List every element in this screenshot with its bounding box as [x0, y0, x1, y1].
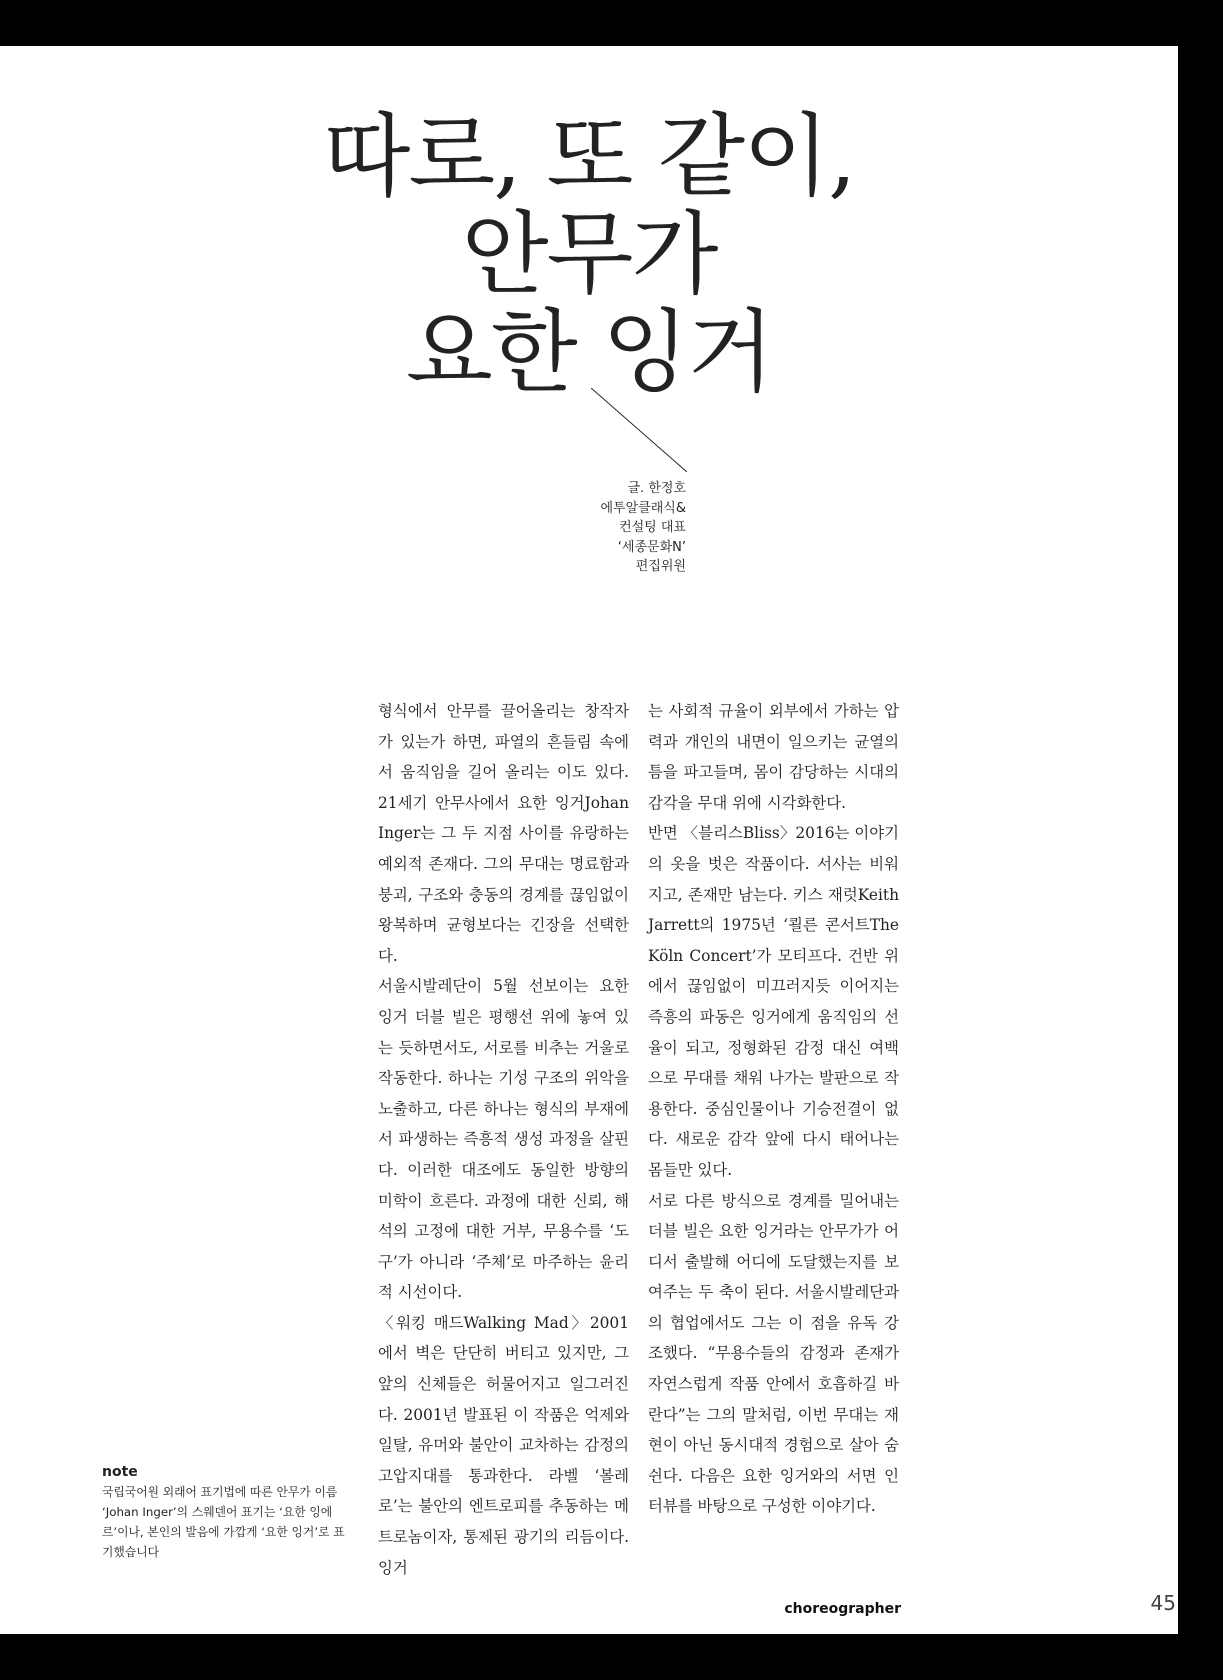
body-paragraph: 서로 다른 방식으로 경계를 밀어내는 더블 빌은 요한 잉거라는 안무가가 어디서 출발해 어디에 도달했는지를 보여주는 두 축이 된다. 서울시발레단과의 협업에서도 그는 이 점을 유독 강조했다. “무용수들의 감정과 존재가 자연스럽게 작품 안에서 호흡하길 바란다”는 그의 말처럼, 이번 무대는 재현이 아닌 동시대적 경험으로 살아 숨 쉰다. 다음은 요한 잉거와의 서면 인터뷰를 바탕으로 구성한 이야기다. [648, 1191, 899, 1516]
body-paragraph: 는 사회적 규율이 외부에서 가하는 압력과 개인의 내면이 일으키는 균열의 틈을 파고들며, 몸이 감당하는 시대의 감각을 무대 위에 시각화한다. [648, 702, 899, 812]
body-paragraph: 형식에서 안무를 끌어올리는 창작자가 있는가 하면, 파열의 흔들림 속에서 움직임을 길어 올리는 이도 있다. 21세기 안무사에서 요한 잉거Johan Inger는 그 두 지점 사이를 유랑하는 예외적 존재다. 그의 무대는 명료함과 붕괴, 구조와 충동의 경계를 끊임없이 왕복하며 균형보다는 긴장을 선택한다. [378, 702, 629, 965]
diagonal-divider-line [591, 388, 687, 472]
byline-affiliation-4: 편집위원 [635, 559, 686, 574]
title-line-2: 안무가 [461, 202, 717, 307]
byline-author: 글. 한정호 [627, 481, 686, 496]
body-column-right [648, 696, 899, 1522]
body-paragraph: 〈워킹 매드Walking Mad〉2001에서 벽은 단단히 버티고 있지만, 그 앞의 신체들은 허물어지고 일그러진다. 2001년 발표된 이 작품은 억제와 일탈, 유머와 불안이 교차하는 감정의 고압지대를 통과한다. 라벨 ‘볼레로’는 불안의 엔트로피를 추동하는 메트로놈이자, 통제된 광기의 리듬이다. 잉거 [378, 1313, 629, 1577]
article-title [0, 104, 1178, 405]
byline-affiliation-1: 에투알클래식& [600, 500, 686, 516]
author-byline [601, 479, 687, 577]
section-label: choreographer [784, 1601, 901, 1617]
body-column-left [378, 696, 629, 1583]
body-paragraph: 반면 〈블리스Bliss〉2016는 이야기의 옷을 벗은 작품이다. 서사는 비워지고, 존재만 남는다. 키스 재럿Keith Jarrett의 1975년 ‘쾰른 콘서트The Köln Concert’가 모티프다. 건반 위에서 끊임없이 미끄러지듯 이어지는 즉흥의 파동은 잉거에게 움직임의 선율이 되고, 정형화된 감정 대신 여백으로 무대를 채워 나가는 발판으로 작용한다. 중심인물이나 기승전결이 없다. 새로운 감각 앞에 다시 태어나는 몸들만 있다. [648, 824, 899, 1179]
note-text: 국립국어원 외래어 표기법에 따른 안무가 이름 ‘Johan Inger’의 스웨덴어 표기는 ‘요한 잉에르’이나, 본인의 발음에 가깝게 ‘요한 잉거’로 표기했습니다 [102, 1485, 345, 1559]
body-paragraph: 서울시발레단이 5월 선보이는 요한 잉거 더블 빌은 평행선 위에 놓여 있는 듯하면서도, 서로를 비추는 거울로 작동한다. 하나는 기성 구조의 위악을 노출하고, 다른 하나는 형식의 부재에서 파생하는 즉흥적 생성 과정을 살핀다. 이러한 대조에도 동일한 방향의 미학이 흐른다. 과정에 대한 신뢰, 해석의 고정에 대한 거부, 무용수를 ‘도구’가 아니라 ‘주체’로 마주하는 윤리적 시선이다. [378, 977, 629, 1302]
footnote [102, 1462, 352, 1562]
title-line-3: 요한 잉거 [405, 300, 773, 405]
title-line-1: 따로, 또 같이, [323, 104, 855, 209]
note-heading: note [102, 1464, 138, 1480]
page-number: 45 [1150, 1591, 1176, 1615]
byline-affiliation-3: ‘세종문화N’ [617, 539, 686, 555]
byline-affiliation-2: 컨설팅 대표 [619, 520, 686, 535]
magazine-page [0, 46, 1178, 1634]
